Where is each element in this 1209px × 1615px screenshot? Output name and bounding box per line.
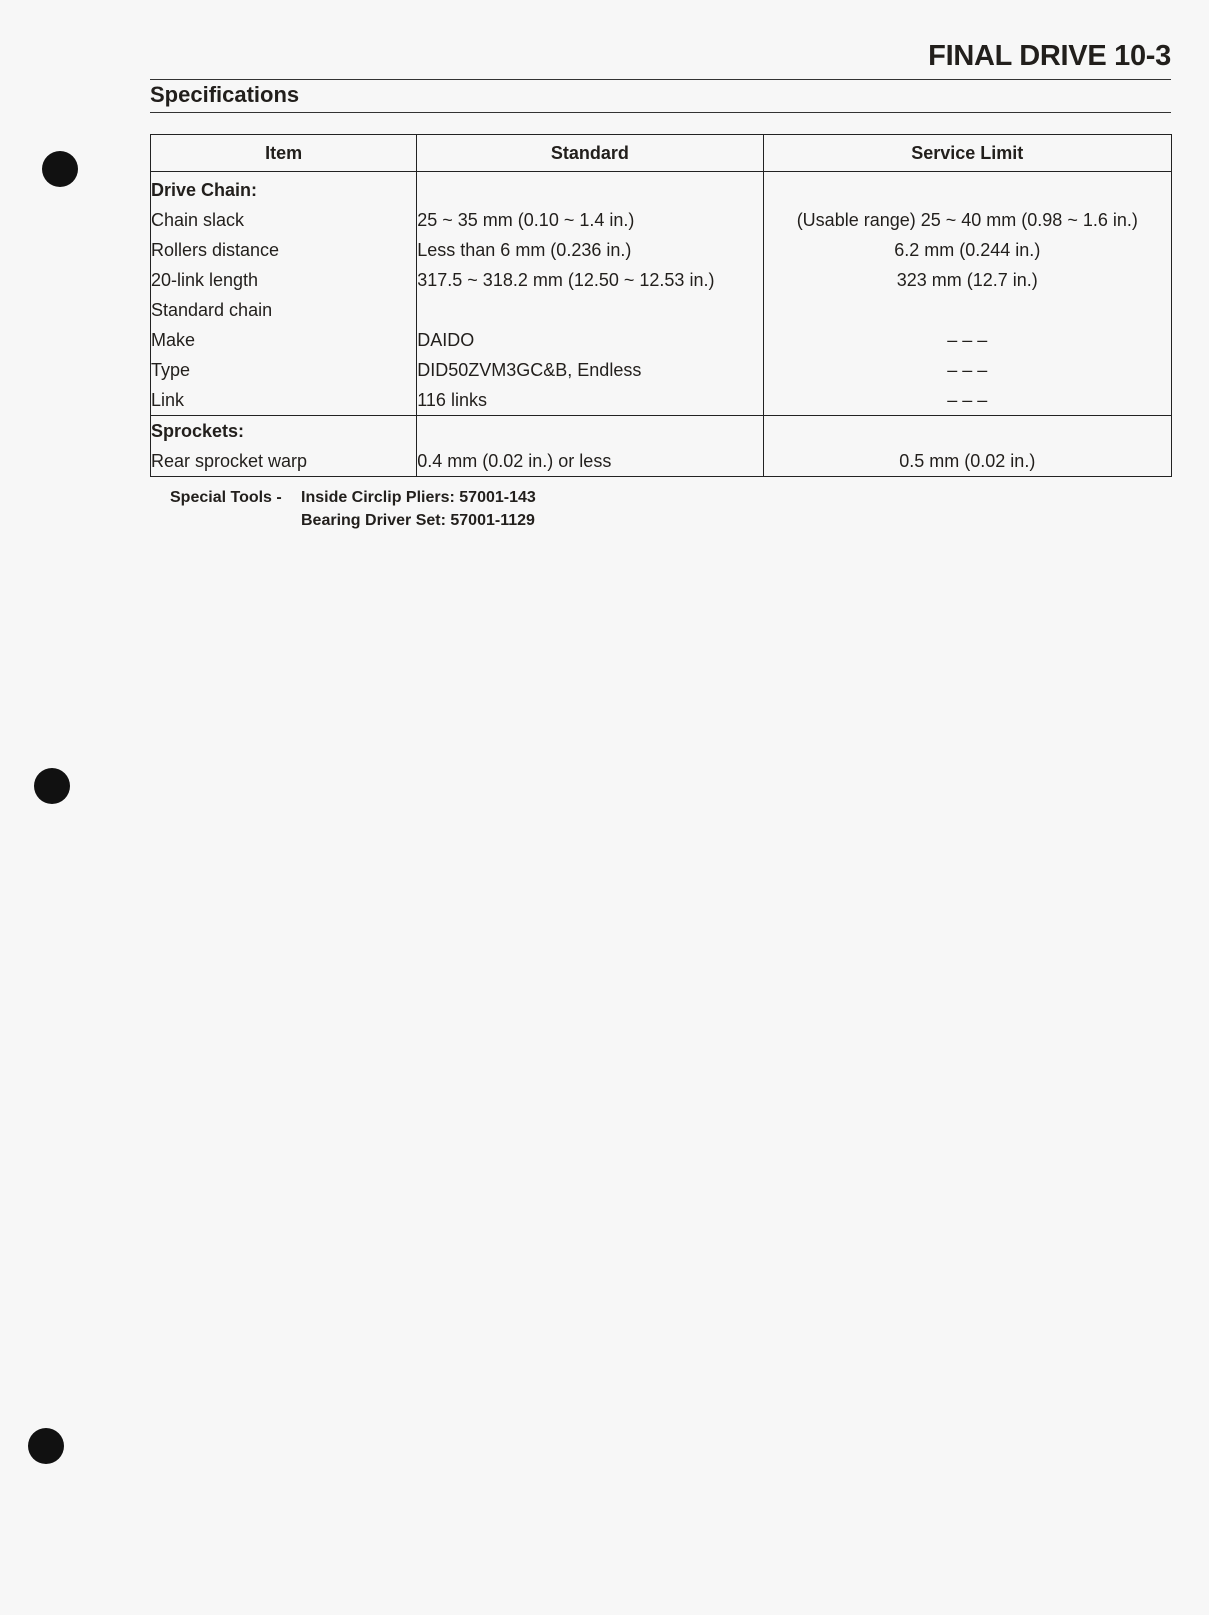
tool-item: Inside Circlip Pliers: 57001-143 [301,489,536,506]
table-row [151,265,1172,295]
header-rule [150,79,1171,80]
group-label-sprockets: Sprockets: [151,416,417,447]
standard-cell: 0.4 mm (0.02 in.) or less [417,446,763,477]
section-title: Specifications [150,82,300,107]
standard-cell: 317.5 ~ 318.2 mm (12.50 ~ 12.53 in.) [417,265,763,295]
table-row [151,355,1172,385]
item-cell: Rear sprocket warp [151,446,417,477]
item-cell: Rollers distance [151,235,417,265]
standard-cell: DID50ZVM3GC&B, Endless [417,355,763,385]
standard-cell: Less than 6 mm (0.236 in.) [417,235,763,265]
column-header-item: Item [151,135,417,172]
service-limit-cell: – – – [763,385,1171,416]
table-row [151,446,1172,477]
standard-cell: 116 links [417,385,763,416]
punch-hole [34,768,70,804]
item-cell: Link [151,385,417,416]
table-row [151,235,1172,265]
standard-cell: DAIDO [417,325,763,355]
group-label-drive-chain: Drive Chain: [151,172,417,206]
service-limit-cell: 0.5 mm (0.02 in.) [763,446,1171,477]
table-row [151,325,1172,355]
service-limit-cell: (Usable range) 25 ~ 40 mm (0.98 ~ 1.6 in.) [763,205,1171,235]
item-cell: Chain slack [151,205,417,235]
running-head: FINAL DRIVE 10-3 [928,40,1171,72]
service-limit-cell: 6.2 mm (0.244 in.) [763,235,1171,265]
column-header-standard: Standard [417,135,763,172]
item-cell: Make [151,325,417,355]
punch-hole [28,1428,64,1464]
column-header-service-limit: Service Limit [763,135,1171,172]
service-limit-cell: 323 mm (12.7 in.) [763,265,1171,295]
item-cell: Type [151,355,417,385]
service-limit-cell: – – – [763,355,1171,385]
table-row [151,172,1172,206]
standard-cell: 25 ~ 35 mm (0.10 ~ 1.4 in.) [417,205,763,235]
section-rule [150,112,1171,113]
table-header-row [151,135,1172,172]
item-cell: 20-link length [151,265,417,295]
table-row [151,295,1172,325]
table-row [151,416,1172,447]
item-cell: Standard chain [151,295,417,325]
special-tools [170,486,536,532]
tool-item: Bearing Driver Set: 57001-1129 [301,512,535,529]
special-tools-label: Special Tools - [170,489,282,506]
service-limit-cell: – – – [763,325,1171,355]
table-row [151,385,1172,416]
punch-hole [42,151,78,187]
table-row [151,205,1172,235]
specifications-table [150,134,1172,477]
